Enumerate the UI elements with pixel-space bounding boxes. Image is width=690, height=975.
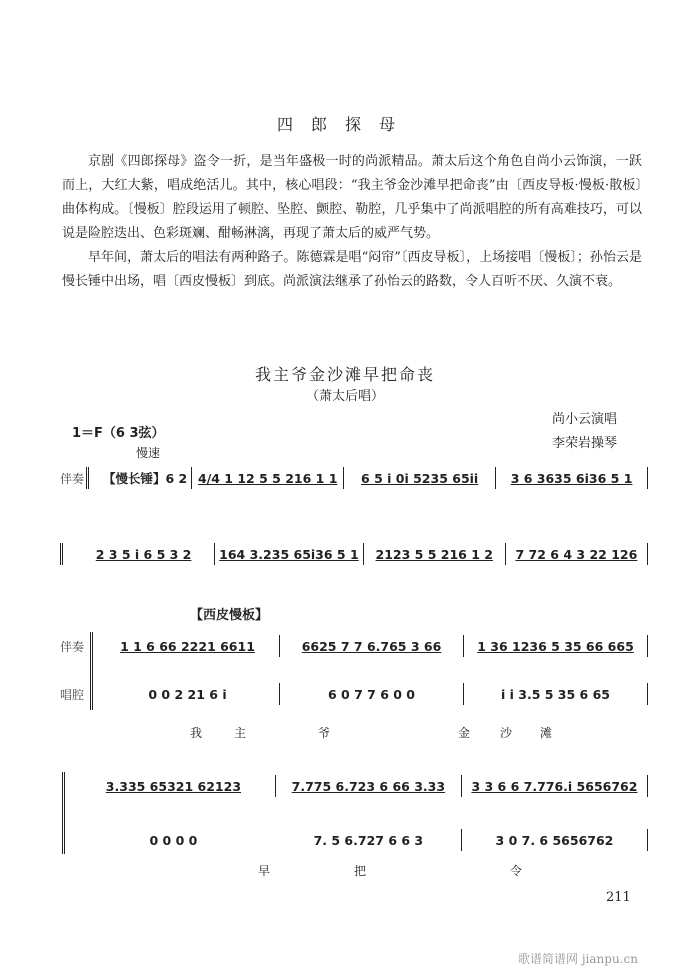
score-row-2 <box>60 542 648 566</box>
score-row-3-vocal <box>60 682 648 706</box>
score-row-4-accompaniment <box>72 774 648 798</box>
accompaniment-label: 伴奏 <box>60 639 85 654</box>
measure: 7.775 6.723 6 66 3.33 <box>276 775 462 797</box>
lyric: 主 <box>234 726 247 740</box>
lyric: 我 <box>190 726 203 740</box>
song-title: 我主爷金沙滩早把命丧 <box>254 365 435 384</box>
paragraph-2: 早年间，萧太后的唱法有两种路子。陈德霖是唱“闷帘”〔西皮导板〕，上场接唱〔慢板〕；孙怡云是慢长锤中出场，唱〔西皮慢板〕到底。尚派演法继承了孙怡云的路数，令人百听不厌、久演不衰。 <box>62 250 642 289</box>
score-row-1 <box>60 466 648 490</box>
section-marking: 【西皮慢板】 <box>190 608 269 623</box>
measure: 7. 5 6.727 6 6 3 <box>276 829 462 851</box>
measure: 4/4 1 12 5 5 216 1 1 <box>192 467 344 489</box>
measure: 164 3.235 65i36 5 1 <box>215 543 364 565</box>
measure: 【慢长锤】6 2 <box>99 467 192 489</box>
lyric: 令 <box>510 864 523 878</box>
score-row-4-vocal <box>72 828 648 852</box>
measure: 3 6 3635 6i36 5 1 <box>496 467 648 489</box>
measure: 7 72 6 4 3 22 126 <box>506 543 648 565</box>
system-bracket <box>60 543 69 565</box>
measure: 2123 5 5 216 1 2 <box>364 543 506 565</box>
measure: 3 3 6 6 7.776.i 5656762 <box>462 775 648 797</box>
watermark: 歌谱简谱网 jianpu.cn <box>518 952 638 966</box>
lyric: 金 <box>458 726 471 740</box>
lyric: 早 <box>258 864 271 878</box>
accompanist-credit: 李荣岩操琴 <box>552 436 618 451</box>
measure: i i 3.5 5 35 6 65 <box>464 683 648 705</box>
measure: 1 36 1236 5 35 66 665 <box>464 635 648 657</box>
key-signature: 1＝F（6 3弦） <box>72 426 165 441</box>
measure: 0 0 0 0 <box>149 832 198 848</box>
measure: 6 5 i 0i 5235 65ii <box>344 467 496 489</box>
lyric: 滩 <box>540 726 553 740</box>
measure: 1 1 6 66 2221 6611 <box>96 635 280 657</box>
measure: 2 3 5 i 6 5 3 2 <box>73 543 215 565</box>
article-title: 四郎探母 <box>276 115 413 134</box>
system-bracket <box>86 467 95 489</box>
lyric: 把 <box>354 864 367 878</box>
vocal-label: 唱腔 <box>60 687 85 702</box>
lyric: 沙 <box>500 726 513 740</box>
tempo-marking: 慢速 <box>136 446 161 460</box>
paragraph-1: 京剧《四郎探母》盗令一折，是当年盛极一时的尚派精品。萧太后这个角色自尚小云饰演，一跃而上，大红大紫，唱成绝活儿。其中，核心唱段：“我主爷金沙滩早把命丧”由〔西皮导板·慢板·散板〕曲体构成。〔慢板〕腔段运用了顿腔、坠腔、颤腔、勒腔，几乎集中了尚派唱腔的所有高难技巧，可以说是险腔迭出、色彩斑斓、酣畅淋漓，再现了萧太后的威严气势。 <box>62 154 642 241</box>
accompaniment-label: 伴奏 <box>60 471 85 486</box>
page-number: 211 <box>606 890 631 905</box>
lyric: 爷 <box>318 726 331 740</box>
measure: 0 0 2 21 6 i <box>96 683 280 705</box>
measure: 6 0 7 7 6 0 0 <box>280 683 464 705</box>
system-bracket <box>62 772 70 854</box>
singer-credit: 尚小云演唱 <box>552 412 618 427</box>
score-row-3-accompaniment <box>60 634 648 658</box>
measure: 3 0 7. 6 5656762 <box>462 829 648 851</box>
measure: 3.335 65321 62123 <box>72 775 276 797</box>
measure: 6625 7 7 6.765 3 66 <box>280 635 464 657</box>
song-subtitle: （萧太后唱） <box>305 389 384 404</box>
